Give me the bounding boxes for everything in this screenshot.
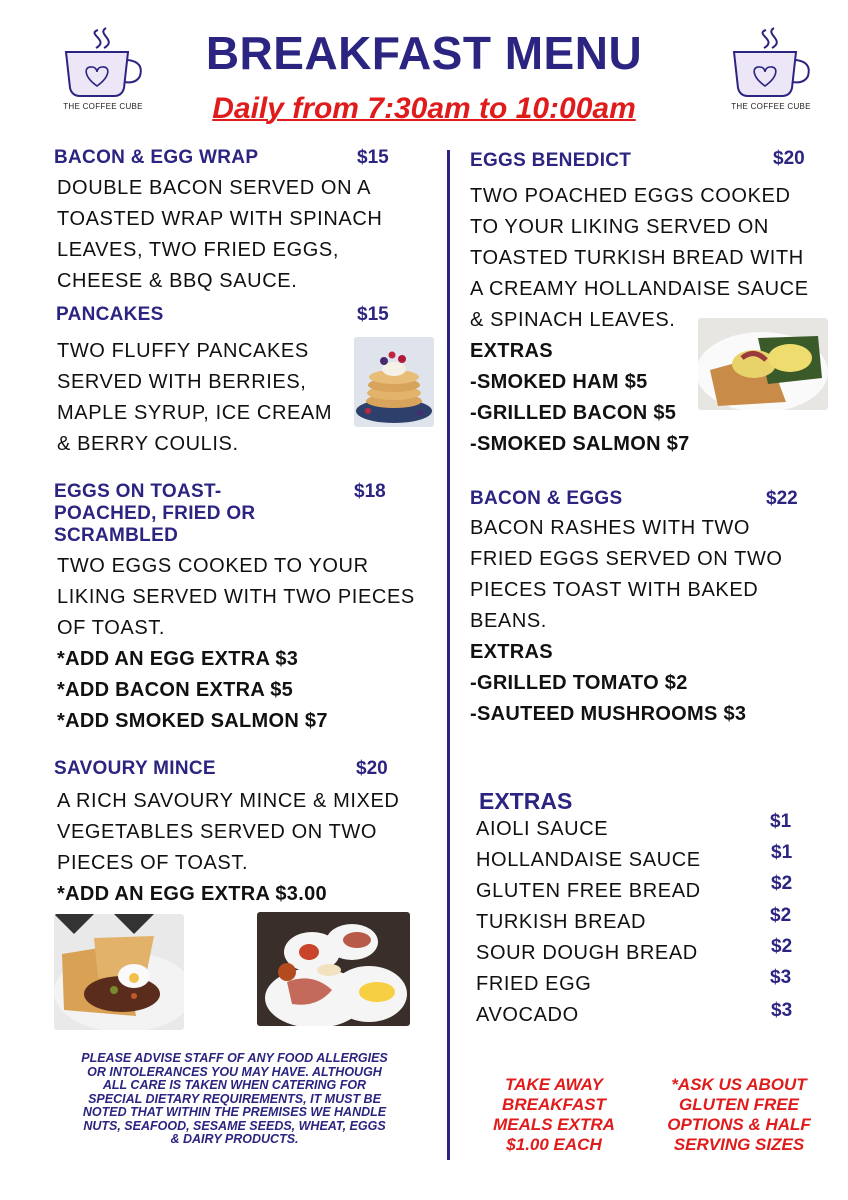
- coffee-cube-logo-right: [716, 22, 826, 122]
- extra-item-price: $2: [770, 905, 792, 926]
- extra-item-name: GLUTEN FREE BREAD: [476, 880, 701, 902]
- extras-label: EXTRAS: [470, 340, 553, 362]
- item-extra: *ADD BACON EXTRA $5: [57, 679, 294, 701]
- item-description: TWO EGGS COOKED TO YOUR LIKING SERVED WITH TWO PIECES OF TOAST. *ADD AN EGG EXTRA $3 *ADD BACON EXTRA $5 *ADD SMOKED SALMON $7: [57, 551, 415, 737]
- item-extra: -SMOKED SALMON $7: [470, 433, 690, 455]
- menu-title: BREAKFAST MENU: [205, 27, 643, 79]
- allergy-notice: PLEASE ADVISE STAFF OF ANY FOOD ALLERGIES OR INTOLERANCES YOU MAY HAVE. ALTHOUGH ALL CARE IS TAKEN WHEN CATERING FOR SPECIAL DIETARY REQUIREMENTS, IT MUST BE NOTED THAT WITHIN THE PREMISES WE HANDLE NUTS, SEAFOOD, SESAME SEEDS, WHEAT, EGGS & DAIRY PRODUCTS.: [81, 1051, 388, 1146]
- item-name: EGGS ON TOAST- POACHED, FRIED OR SCRAMBLED: [54, 481, 256, 546]
- item-extra: -GRILLED BACON $5: [470, 402, 677, 424]
- extras-label: EXTRAS: [470, 641, 553, 663]
- item-name: SAVOURY MINCE: [54, 758, 216, 779]
- item-price: $18: [354, 481, 386, 502]
- item-extra: -GRILLED TOMATO $2: [470, 672, 688, 694]
- extra-item-name: AVOCADO: [476, 1004, 579, 1026]
- item-extra: -SAUTEED MUSHROOMS $3: [470, 703, 747, 725]
- coffee-cup-icon: [48, 22, 158, 102]
- item-price: $20: [773, 148, 805, 169]
- item-description: TWO FLUFFY PANCAKES SERVED WITH BERRIES, MAPLE SYRUP, ICE CREAM & BERRY COULIS.: [57, 340, 333, 455]
- logo-caption: THE COFFEE CUBE: [63, 102, 143, 111]
- eggs-benedict-photo: [698, 318, 828, 410]
- extra-item-price: $3: [771, 1000, 793, 1021]
- extra-item-name: SOUR DOUGH BREAD: [476, 942, 698, 964]
- bacon-eggs-photo: [257, 912, 410, 1026]
- extra-item-name: HOLLANDAISE SAUCE: [476, 849, 701, 871]
- item-extra: -SMOKED HAM $5: [470, 371, 648, 393]
- extra-item-price: $1: [770, 811, 792, 832]
- extra-item-name: AIOLI SAUCE: [476, 818, 609, 840]
- gluten-free-note: *ASK US ABOUT GLUTEN FREE OPTIONS & HALF SERVING SIZES: [667, 1075, 811, 1154]
- coffee-cube-logo-left: [48, 22, 158, 122]
- pancakes-photo: [354, 337, 434, 427]
- item-price: $15: [357, 147, 389, 168]
- extra-item-name: FRIED EGG: [476, 973, 592, 995]
- extra-item-price: $3: [770, 967, 792, 988]
- savoury-mince-photo: [54, 914, 184, 1030]
- item-name: BACON & EGGS: [470, 488, 623, 509]
- extra-item-price: $2: [771, 873, 793, 894]
- coffee-cup-icon: [716, 22, 826, 102]
- extra-item-price: $2: [771, 936, 793, 957]
- menu-hours: Daily from 7:30am to 10:00am: [212, 92, 636, 125]
- column-divider: [447, 150, 450, 1160]
- item-price: $20: [356, 758, 388, 779]
- item-description: TWO POACHED EGGS COOKED TO YOUR LIKING SERVED ON TOASTED TURKISH BREAD WITH A CREAMY HOLLANDAISE SAUCE & SPINACH LEAVES. EXTRAS -SMOKED HAM $5 -GRILLED BACON $5 -SMOKED SALMON $7: [470, 181, 809, 460]
- extra-item-name: TURKISH BREAD: [476, 911, 647, 933]
- item-extra: *ADD SMOKED SALMON $7: [57, 710, 328, 732]
- item-name: PANCAKES: [56, 304, 164, 325]
- item-price: $15: [357, 304, 389, 325]
- item-description: BACON RASHES WITH TWO FRIED EGGS SERVED ON TWO PIECES TOAST WITH BAKED BEANS. EXTRAS -GRILLED TOMATO $2 -SAUTEED MUSHROOMS $3: [470, 513, 783, 730]
- item-extra: *ADD AN EGG EXTRA $3.00: [57, 883, 327, 905]
- extras-heading: EXTRAS: [479, 788, 573, 814]
- item-description: A RICH SAVOURY MINCE & MIXED VEGETABLES SERVED ON TWO PIECES OF TOAST. *ADD AN EGG EXTRA $3.00: [57, 786, 399, 910]
- item-extra: *ADD AN EGG EXTRA $3: [57, 648, 299, 670]
- extra-item-price: $1: [771, 842, 793, 863]
- logo-caption: THE COFFEE CUBE: [731, 102, 811, 111]
- item-description: DOUBLE BACON SERVED ON A TOASTED WRAP WITH SPINACH LEAVES, TWO FRIED EGGS, CHEESE & BBQ SAUCE.: [57, 177, 383, 292]
- item-price: $22: [766, 488, 798, 509]
- item-name: EGGS BENEDICT: [470, 150, 632, 171]
- takeaway-note: TAKE AWAY BREAKFAST MEALS EXTRA $1.00 EACH: [493, 1075, 615, 1154]
- item-name: BACON & EGG WRAP: [54, 147, 259, 168]
